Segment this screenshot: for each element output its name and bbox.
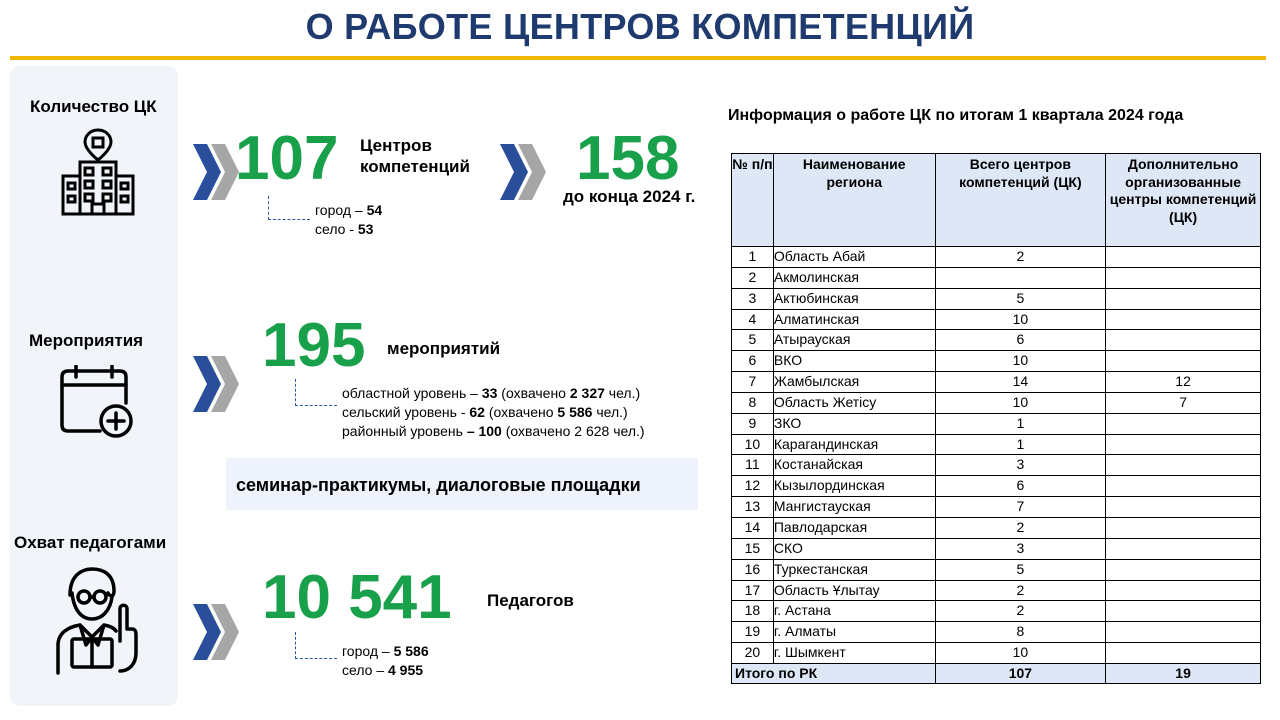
row-total: 14 — [935, 372, 1106, 393]
teachers-details — [342, 642, 429, 680]
row-total: 5 — [935, 559, 1106, 580]
row-region: ВКО — [773, 351, 935, 372]
header-num: № п/п — [732, 154, 774, 247]
row-total: 2 — [935, 601, 1106, 622]
row-number: 18 — [732, 601, 774, 622]
teachers-count-label: Педагогов — [487, 591, 574, 610]
row-number: 14 — [732, 517, 774, 538]
row-region: Карагандинская — [773, 434, 935, 455]
table-row — [732, 267, 1261, 288]
row-total: 1 — [935, 413, 1106, 434]
row-additional — [1106, 455, 1261, 476]
row-total: 5 — [935, 288, 1106, 309]
row-total: 10 — [935, 643, 1106, 664]
table-row — [732, 643, 1261, 664]
events-count-label: мероприятий — [387, 339, 501, 358]
events-count: 195 — [262, 311, 366, 380]
target-label: до конца 2024 г. — [563, 187, 696, 206]
row-additional — [1106, 580, 1261, 601]
row-total: 2 — [935, 517, 1106, 538]
table-row — [732, 601, 1261, 622]
row-total: 7 — [935, 497, 1106, 518]
teachers-bracket — [295, 632, 337, 659]
row-total: 2 — [935, 247, 1106, 268]
row-total: 10 — [935, 392, 1106, 413]
row-number: 4 — [732, 309, 774, 330]
row-additional — [1106, 309, 1261, 330]
events-district-line: районный уровень – 100 (охвачено 2 628 чел.) — [342, 422, 645, 439]
row-number: 1 — [732, 247, 774, 268]
table-row — [732, 330, 1261, 351]
row-additional — [1106, 476, 1261, 497]
centers-bracket — [268, 196, 310, 220]
header-total: Всего центров компетенций (ЦК) — [935, 154, 1106, 247]
row-number: 5 — [732, 330, 774, 351]
row-additional — [1106, 622, 1261, 643]
table-title: Информация о работе ЦК по итогам 1 квартала 2024 года — [728, 107, 1184, 124]
header-region: Наименование региона — [773, 154, 935, 247]
row-number: 20 — [732, 643, 774, 664]
row-region: ЗКО — [773, 413, 935, 434]
row-region: Кызылординская — [773, 476, 935, 497]
row-total: 10 — [935, 309, 1106, 330]
table-row — [732, 476, 1261, 497]
row-additional — [1106, 413, 1261, 434]
row-additional: 12 — [1106, 372, 1261, 393]
row-additional: 7 — [1106, 392, 1261, 413]
total-centers: 107 — [935, 663, 1106, 683]
row-additional — [1106, 247, 1261, 268]
page-title: О РАБОТЕ ЦЕНТРОВ КОМПЕТЕНЦИЙ — [305, 6, 975, 47]
centers-details — [315, 201, 382, 239]
row-total: 1 — [935, 434, 1106, 455]
row-region: Атырауская — [773, 330, 935, 351]
row-region: Жамбылская — [773, 372, 935, 393]
table-row — [732, 517, 1261, 538]
chevron-icon — [193, 356, 241, 412]
teachers-city-line: город – 5 586 — [342, 643, 429, 659]
row-number: 13 — [732, 497, 774, 518]
table-total-row — [732, 663, 1261, 683]
row-number: 17 — [732, 580, 774, 601]
building-location-icon — [58, 126, 138, 216]
row-total: 6 — [935, 476, 1106, 497]
row-additional — [1106, 601, 1261, 622]
centers-city-line: город – 54 — [315, 202, 383, 218]
section-label-centers: Количество ЦК — [30, 97, 157, 116]
row-total: 3 — [935, 538, 1106, 559]
row-region: Павлодарская — [773, 517, 935, 538]
row-region: Область Ұлытау — [773, 580, 935, 601]
total-additional: 19 — [1106, 663, 1261, 683]
table-row — [732, 413, 1261, 434]
row-region: Костанайская — [773, 455, 935, 476]
chevron-icon — [193, 604, 241, 660]
row-total: 8 — [935, 622, 1106, 643]
row-number: 15 — [732, 538, 774, 559]
row-number: 19 — [732, 622, 774, 643]
teacher-icon — [50, 565, 140, 677]
row-region: Акмолинская — [773, 267, 935, 288]
table-row — [732, 455, 1261, 476]
row-region: г. Алматы — [773, 622, 935, 643]
row-number: 6 — [732, 351, 774, 372]
section-label-events: Мероприятия — [29, 331, 144, 350]
section-label-teachers: Охват педагогами — [14, 533, 167, 552]
target-count: 158 — [576, 124, 680, 193]
row-region: СКО — [773, 538, 935, 559]
centers-count: 107 — [235, 124, 339, 193]
teachers-village-line: село – 4 955 — [342, 661, 424, 678]
row-number: 2 — [732, 267, 774, 288]
chevron-icon — [500, 144, 548, 200]
row-additional — [1106, 351, 1261, 372]
table-header-row — [732, 154, 1261, 247]
events-regional-line: областной уровень – 33 (охвачено 2 327 чел.) — [342, 385, 641, 401]
row-number: 9 — [732, 413, 774, 434]
seminar-banner: семинар-практикумы, диалоговые площадки — [226, 458, 698, 510]
row-region: Актюбинская — [773, 288, 935, 309]
row-total — [935, 267, 1106, 288]
row-number: 16 — [732, 559, 774, 580]
centers-village-line: село - 53 — [315, 220, 374, 237]
events-bracket — [295, 379, 337, 406]
table-row — [732, 559, 1261, 580]
row-number: 8 — [732, 392, 774, 413]
row-region: Область Абай — [773, 247, 935, 268]
table-row — [732, 497, 1261, 518]
table-row — [732, 622, 1261, 643]
regions-table — [731, 153, 1261, 684]
table-row — [732, 434, 1261, 455]
total-label: Итого по РК — [732, 663, 936, 683]
table-row — [732, 372, 1261, 393]
row-number: 12 — [732, 476, 774, 497]
title-underline — [10, 56, 1266, 60]
table-row — [732, 538, 1261, 559]
table-row — [732, 392, 1261, 413]
table-row — [732, 351, 1261, 372]
table-row — [732, 247, 1261, 268]
row-additional — [1106, 434, 1261, 455]
row-total: 2 — [935, 580, 1106, 601]
events-rural-line: сельский уровень - 62 (охвачено 5 586 чел.) — [342, 403, 628, 420]
row-additional — [1106, 559, 1261, 580]
row-region: Туркестанская — [773, 559, 935, 580]
table-row — [732, 580, 1261, 601]
table-row — [732, 288, 1261, 309]
row-number: 10 — [732, 434, 774, 455]
centers-count-label: Центров компетенций — [360, 136, 470, 177]
chevron-icon — [193, 144, 241, 200]
row-additional — [1106, 517, 1261, 538]
row-region: г. Астана — [773, 601, 935, 622]
events-details — [342, 384, 645, 441]
row-region: Область Жетісу — [773, 392, 935, 413]
row-additional — [1106, 288, 1261, 309]
row-additional — [1106, 267, 1261, 288]
row-number: 7 — [732, 372, 774, 393]
table-row — [732, 309, 1261, 330]
row-additional — [1106, 643, 1261, 664]
calendar-add-icon — [58, 365, 138, 441]
table-body — [732, 247, 1261, 684]
row-region: Алматинская — [773, 309, 935, 330]
header-additional: Дополнительно организованные центры компетенций (ЦК) — [1106, 154, 1261, 247]
row-additional — [1106, 538, 1261, 559]
row-additional — [1106, 330, 1261, 351]
row-number: 3 — [732, 288, 774, 309]
row-total: 6 — [935, 330, 1106, 351]
row-additional — [1106, 497, 1261, 518]
teachers-count: 10 541 — [262, 563, 452, 632]
row-number: 11 — [732, 455, 774, 476]
row-region: г. Шымкент — [773, 643, 935, 664]
row-total: 3 — [935, 455, 1106, 476]
row-region: Мангистауская — [773, 497, 935, 518]
row-total: 10 — [935, 351, 1106, 372]
